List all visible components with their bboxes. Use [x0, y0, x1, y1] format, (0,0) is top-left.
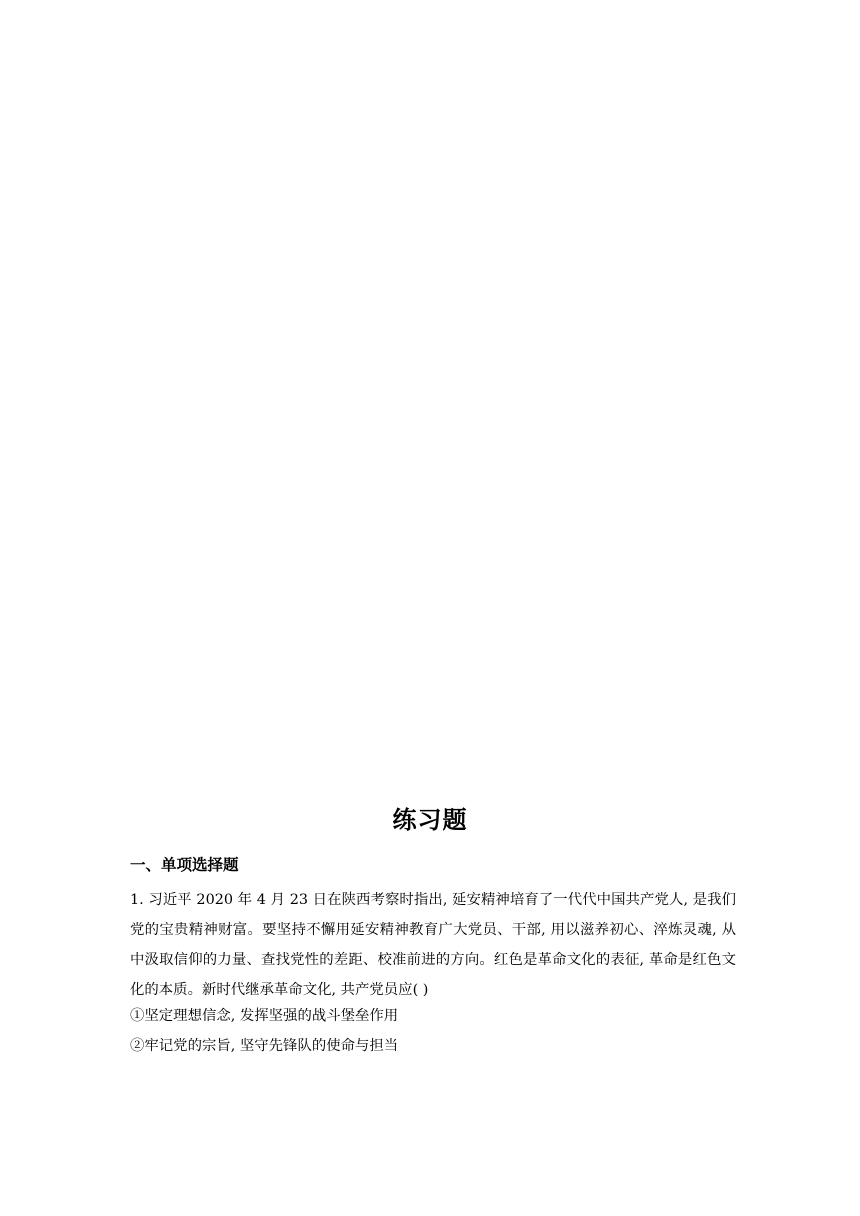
section-heading: 一、单项选择题 — [130, 856, 239, 874]
page-title: 练习题 — [392, 806, 468, 834]
option-2: ②牢记党的宗旨, 坚守先锋队的使命与担当 — [130, 1038, 399, 1054]
question-stem: 1. 习近平 2020 年 4 月 23 日在陕西考察时指出, 延安精神培育了一代代中国共产党人, 是我们党的宝贵精神财富。要坚持不懈用延安精神教育广大党员、干部, 用以滋养初心、淬炼灵魂, 从中汲取信仰的力量、查找党性的差距、校准前进的方向。红色是革命文化的表征, 革命是红色文化的本质。新时代继承革命文化, 共产党员应( ) — [130, 892, 736, 998]
option-list — [130, 1001, 736, 1061]
option-1: ①坚定理想信念, 发挥坚强的战斗堡垒作用 — [130, 1008, 399, 1024]
